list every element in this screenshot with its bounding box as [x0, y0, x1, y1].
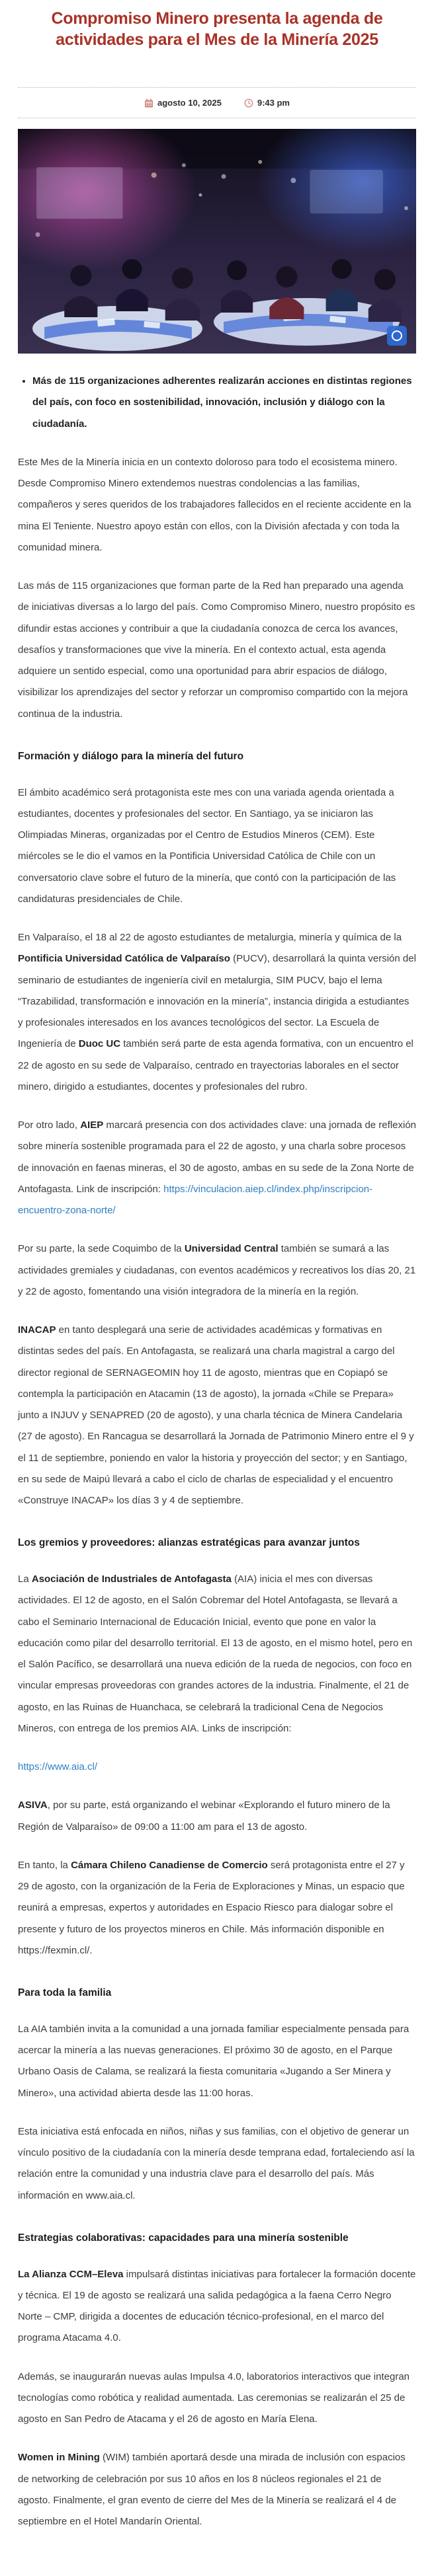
bullet-item: • Más de 115 organizaciones adherentes realizarán acciones en distintas regiones del país, con foco en sostenibilidad, innovación, inclusión y diálogo con la ciudadanía.	[32, 371, 416, 435]
body-text: en tanto desplegará una serie de actividades académicas y formativas en distintas sedes del país. En Antofagasta, se realizará una charla magistral a cargo del director regional de SERNAGEOMIN hoy 11 de agosto, mientras que en Copiapó se contempla la participación en Atacamin (13 de agosto), la jornada «Chile se Prepara» junto a INJUV y SENAPRED (20 de agosto), y una charla técnica de Minera Candelaria (27 de agosto). En Rancagua se desarrollará la Jornada de Patrimonio Minero entre el 9 y el 11 de septiembre, poniendo en valor la historia y proyección del sector; y en Santiago, en su sede de Maipú llevará a cabo el ciclo de charlas de especialidad y el encuentro «Construye INACAP» los días 3 y 4 de septiembre.	[18, 1324, 414, 1507]
paragraph	[18, 1855, 416, 1961]
section-heading: Los gremios y proveedores: alianzas estratégicas para avanzar juntos	[18, 1537, 360, 1549]
body-text: Esta iniciativa está enfocada en niños, niñas y sus familias, con el objetivo de generar un vínculo positivo de la ciudadanía con la minería desde temprana edad, fortaleciendo así la relación entre la comunidad y una industria clave para el desarrollo del país. Más información en www.aia.cl.	[18, 2125, 415, 2201]
body-text: será protagonista entre el 27 y 29 de agosto, con la organización de la Feria de Exploraciones y Minas, un espacio que reunirá a empresas, expertos y autoridades en Espacio Riesco para dialogar sobre el presente y futuro de los proyectos mineros en Chile. Más información disponible en https://fexmin.cl/.	[18, 1859, 405, 1956]
post-date	[144, 98, 222, 108]
inline-link[interactable]: https://vinculacion.aiep.cl/index.php/inscripcion-encuentro-zona-norte/	[18, 1183, 373, 1217]
bold-text: Cámara Chileno Canadiense de Comercio	[71, 1859, 268, 1871]
article-body	[18, 371, 416, 2532]
body-text: Las más de 115 organizaciones que forman parte de la Red han preparado una agenda de iniciativas diversas a lo largo del país. Como Compromiso Minero, nuestro propósito es difundir estas acciones y contribuir a que la ciudadanía conozca de cerca los avances, desafíos y transformaciones que vive la minería. En el contexto actual, esta agenda adquiere un sentido especial, como una oportunidad para abrir espacios de diálogo, visibilizar los aprendizajes del sector y reforzar un compromiso compartido con la mejora continua de la industria.	[18, 580, 415, 720]
paragraph	[18, 2367, 416, 2431]
calendar-icon	[144, 98, 153, 108]
body-text: Además, se inaugurarán nuevas aulas Impulsa 4.0, laboratorios interactivos que integran tecnologías como robótica y realidad aumentada. Las ceremonias se realizarán el 25 de agosto en San Pedro de Atacama y el 26 de agosto en María Elena.	[18, 2370, 410, 2425]
post-date-label: agosto 10, 2025	[157, 98, 222, 108]
bold-text: Asociación de Industriales de Antofagasta	[31, 1573, 232, 1585]
paragraph	[18, 452, 416, 558]
paragraph	[18, 1757, 416, 1778]
paragraph	[18, 2121, 416, 2207]
post-meta-row	[18, 87, 416, 118]
post-time	[244, 98, 290, 108]
body-text: Este Mes de la Minería inicia en un contexto doloroso para todo el ecosistema minero. Desde Compromiso Minero extendemos nuestras condolencias a las familias, compañeros y seres queridos de los trabajadores fallecidos en el reciente accidente en la mina El Teniente. Nuestro apoyo están con ellos, con la División afectada y con toda la comunidad minera.	[18, 456, 412, 553]
section-heading: Formación y diálogo para la minería del futuro	[18, 750, 244, 762]
bold-text: ASIVA	[18, 1799, 48, 1811]
image-watermark-logo	[387, 326, 407, 346]
paragraph	[18, 927, 416, 1098]
body-text: impulsará distintas iniciativas para fortalecer la formación docente y técnica. El 19 de agosto se realizará una salida pedagógica a la faena Cerro Negro Norte – CMP, dirigida a docentes de educación técnico-profesional, en el marco del programa Atacama 4.0.	[18, 2268, 416, 2344]
article-featured-image	[18, 129, 416, 354]
bold-text: La Alianza CCM–Eleva	[18, 2268, 124, 2280]
body-text: (WIM) también aportará desde una mirada de inclusión con espacios de networking de celebración por sus 10 años en los 8 núcleos regionales el 21 de agosto. Finalmente, el gran evento de cierre del Mes de la Minería se realizará el 4 de septiembre en el Hotel Mandarín Oriental.	[18, 2452, 406, 2528]
clock-icon	[244, 98, 253, 108]
bold-text: INACAP	[18, 1324, 56, 1336]
body-text: marcará presencia con dos actividades clave: una jornada de reflexión sobre minería sostenible programada para el 22 de agosto, y una charla sobre procesos de innovación en faenas mineras, el 30 de agosto, ambas en su sede de la Zona Norte de Antofagasta. Link de inscripción:	[18, 1119, 417, 1195]
bold-text: Pontificia Universidad Católica de Valparaíso	[18, 953, 230, 965]
paragraph	[18, 576, 416, 725]
body-text: también se sumará a las actividades gremiales y ciudadanas, con eventos académicos y recreativos los días 20, 21 y 22 de agosto, fomentando una visión integradora de la minería en la región.	[18, 1243, 416, 1297]
post-time-label: 9:43 pm	[257, 98, 290, 108]
body-text: La AIA también invita a la comunidad a una jornada familiar especialmente pensada para acercar la minería a las nuevas generaciones. El próximo 30 de agosto, en el Parque Urbano Oasis de Calama, se realizará la fiesta comunitaria «Jugando a Ser Minera y Minero», una actividad abierta desde las 11:00 horas.	[18, 2023, 410, 2099]
section-heading: Para toda la familia	[18, 1987, 112, 1999]
body-text: La	[18, 1573, 32, 1585]
featured-image-illustration	[18, 129, 416, 354]
body-text: En Valparaíso, el 18 al 22 de agosto estudiantes de metalurgia, minería y química de la	[18, 932, 402, 944]
bold-text: Women in Mining	[18, 2452, 100, 2464]
paragraph	[18, 2264, 416, 2349]
paragraph	[18, 1795, 416, 1838]
page-title: Compromiso Minero presenta la agenda de actividades para el Mes de la Minería 2025	[51, 9, 383, 49]
paragraph	[18, 1320, 416, 1511]
paragraph	[18, 1115, 416, 1221]
paragraph	[18, 782, 416, 911]
paragraph	[18, 2447, 416, 2532]
body-text: (AIA) inicia el mes con diversas actividades. El 12 de agosto, en el Salón Cobremar del Hotel Antofagasta, se llevará a cabo el Seminario Internacional de Educación Inicial, evento que pone en valor la educación como pilar del desarrollo territorial. El 13 de agosto, en el mismo hotel, pero en el Salón Pacífico, se desarrollará una nueva edición de la rueda de negocios, con foco en vincular empresas proveedoras con grandes actores de la industria. Finalmente, el 21 de agosto, en las Ruinas de Huanchaca, se celebrará la tradicional Cena de Negocios Mineros, con entrega de los premios AIA. Links de inscripción:	[18, 1573, 413, 1734]
body-text: (PUCV), desarrollará la quinta versión del seminario de estudiantes de ingeniería civil en metalurgia, SIM PUCV, bajo el lema “Trazabilidad, transformación e innovación en la minería”, instancia dirigida a estudiantes y profesionales interesados en los avances tecnológicos del sector. La Escuela de Ingeniería de	[18, 953, 416, 1050]
body-text: En tanto, la	[18, 1859, 71, 1871]
body-text: Por su parte, la sede Coquimbo de la	[18, 1243, 185, 1255]
bullet-list	[18, 371, 416, 435]
body-text: , por su parte, está organizando el webinar «Explorando el futuro minero de la Región de Valparaíso» de 09:00 a 11:00 am para el 13 de agosto.	[18, 1799, 390, 1833]
paragraph	[18, 2019, 416, 2104]
body-text: Por otro lado,	[18, 1119, 81, 1131]
body-text: también será parte de esta agenda formativa, con un encuentro el 22 de agosto en su sede de Valparaíso, centrado en trayectorias laborales en el sector minero, dirigido a estudiantes, docentes y profesionales del rubro.	[18, 1038, 413, 1092]
paragraph	[18, 1238, 416, 1303]
bold-text: Universidad Central	[184, 1243, 279, 1255]
section-heading: Estrategias colaborativas: capacidades para una minería sostenible	[18, 2232, 349, 2244]
paragraph	[18, 1569, 416, 1739]
inline-link[interactable]: https://www.aia.cl/	[18, 1761, 98, 1773]
bold-text: AIEP	[80, 1119, 104, 1131]
body-text: El ámbito académico será protagonista este mes con una variada agenda orientada a estudiantes, docentes y profesionales del sector. En Santiago, ya se iniciaron las Olimpiadas Mineras, organizadas por el Centro de Estudios Mineros (CEM). Este miércoles se le dio el vamos en la Pontificia Universidad Católica de Chile con un conversatorio clave sobre el futuro de la minería, que contó con la participación de las candidaturas presidenciales de Chile.	[18, 786, 396, 905]
bold-text: Duoc UC	[78, 1038, 121, 1050]
article-container	[0, 8, 434, 2576]
